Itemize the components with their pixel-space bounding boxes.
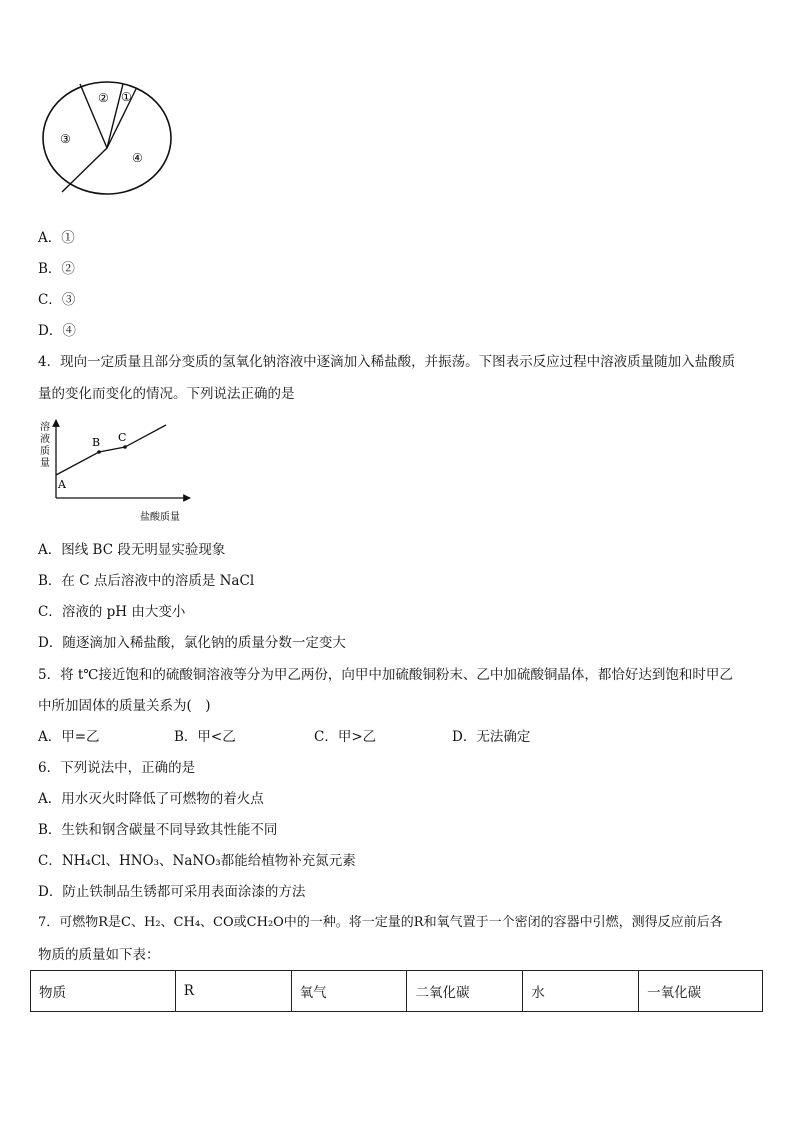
- q5-option-c: C．甲>乙: [314, 729, 377, 745]
- q4-option-c: C．溶液的 pH 由大变小: [38, 604, 186, 620]
- q6-option-d: D．防止铁制品生锈都可采用表面涂漆的方法: [38, 884, 306, 900]
- q4-graph-point-label-c: C: [118, 431, 127, 444]
- q5-option-b: B．甲<乙: [174, 729, 236, 745]
- pie-label-1: ①: [121, 90, 132, 104]
- q4-stem-line1: 4．现向一定质量且部分变质的氢氧化钠溶液中逐滴加入稀盐酸，并振荡。下图表示反应过程中溶液质量随加入盐酸质: [38, 354, 736, 370]
- table-header-cell: 一氧化碳: [639, 971, 763, 1012]
- q4-graph-ylabel-1: 溶: [40, 422, 50, 433]
- q3-option-b: B．②: [38, 261, 75, 277]
- q4-graph-point-c: [123, 445, 127, 449]
- q6-option-a: A．用水灭火时降低了可燃物的着火点: [38, 791, 264, 807]
- q4-graph-ylabel-2: 液: [40, 434, 50, 445]
- table-header-cell: 二氧化碳: [407, 971, 523, 1012]
- q5-option-d: D．无法确定: [452, 729, 531, 745]
- table-header-cell: 水: [523, 971, 639, 1012]
- q7-mass-table: [30, 970, 763, 1012]
- q3-option-a: A．①: [38, 230, 75, 246]
- q4-graph: [36, 416, 196, 528]
- q6-stem: 6．下列说法中，正确的是: [38, 760, 196, 776]
- q3-option-d: D．④: [38, 323, 76, 339]
- pie-label-3: ③: [60, 132, 71, 146]
- pie-label-2: ②: [98, 91, 109, 105]
- table-header-cell: 物质: [31, 971, 176, 1012]
- q5-stem-line2: 中所加固体的质量关系为( ): [38, 698, 211, 714]
- q3-option-c: C．③: [38, 292, 76, 308]
- table-row: [31, 971, 763, 1012]
- q4-graph-ylabel-3: 质: [40, 446, 50, 457]
- q7-stem-line2: 物质的质量如下表：: [38, 947, 160, 963]
- q4-graph-point-label-b: B: [92, 436, 101, 449]
- table-header-cell: 氧气: [291, 971, 407, 1012]
- q6-option-b: B．生铁和钢含碳量不同导致其性能不同: [38, 822, 278, 838]
- q5-option-a: A．甲=乙: [38, 729, 100, 745]
- q4-graph-xlabel: 盐酸质量: [140, 512, 180, 523]
- q4-graph-point-label-a: A: [58, 478, 66, 491]
- q4-graph-point-b: [97, 450, 101, 454]
- q4-option-b: B．在 C 点后溶液中的溶质是 NaCl: [38, 573, 255, 589]
- q5-options-row: [38, 728, 598, 746]
- q4-option-d: D．随逐滴加入稀盐酸，氯化钠的质量分数一定变大: [38, 635, 346, 651]
- q4-option-a: A．图线 BC 段无明显实验现象: [38, 542, 226, 558]
- pie-label-4: ④: [132, 151, 143, 165]
- q5-stem-line1: 5．将 t℃接近饱和的硫酸铜溶液等分为甲乙两份，向甲中加硫酸铜粉末、乙中加硫酸铜晶体，都恰好达到饱和时甲乙: [38, 667, 733, 683]
- pie-figure: [36, 80, 178, 200]
- table-header-cell: R: [175, 971, 291, 1012]
- q6-option-c: C．NH₄Cl、HNO₃、NaNO₃都能给植物补充氮元素: [38, 853, 356, 869]
- q4-graph-curve: [56, 425, 166, 475]
- q4-graph-ylabel-4: 量: [40, 458, 50, 469]
- pie-divider-4: [62, 148, 107, 192]
- q7-stem-line1: 7．可燃物R是C、H₂、CH₄、CO或CH₂O中的一种。将一定量的R和氧气置于一个密闭的容器中引燃，测得反应前后各: [38, 915, 723, 930]
- q4-stem-line2: 量的变化而变化的情况。下列说法正确的是: [38, 386, 295, 402]
